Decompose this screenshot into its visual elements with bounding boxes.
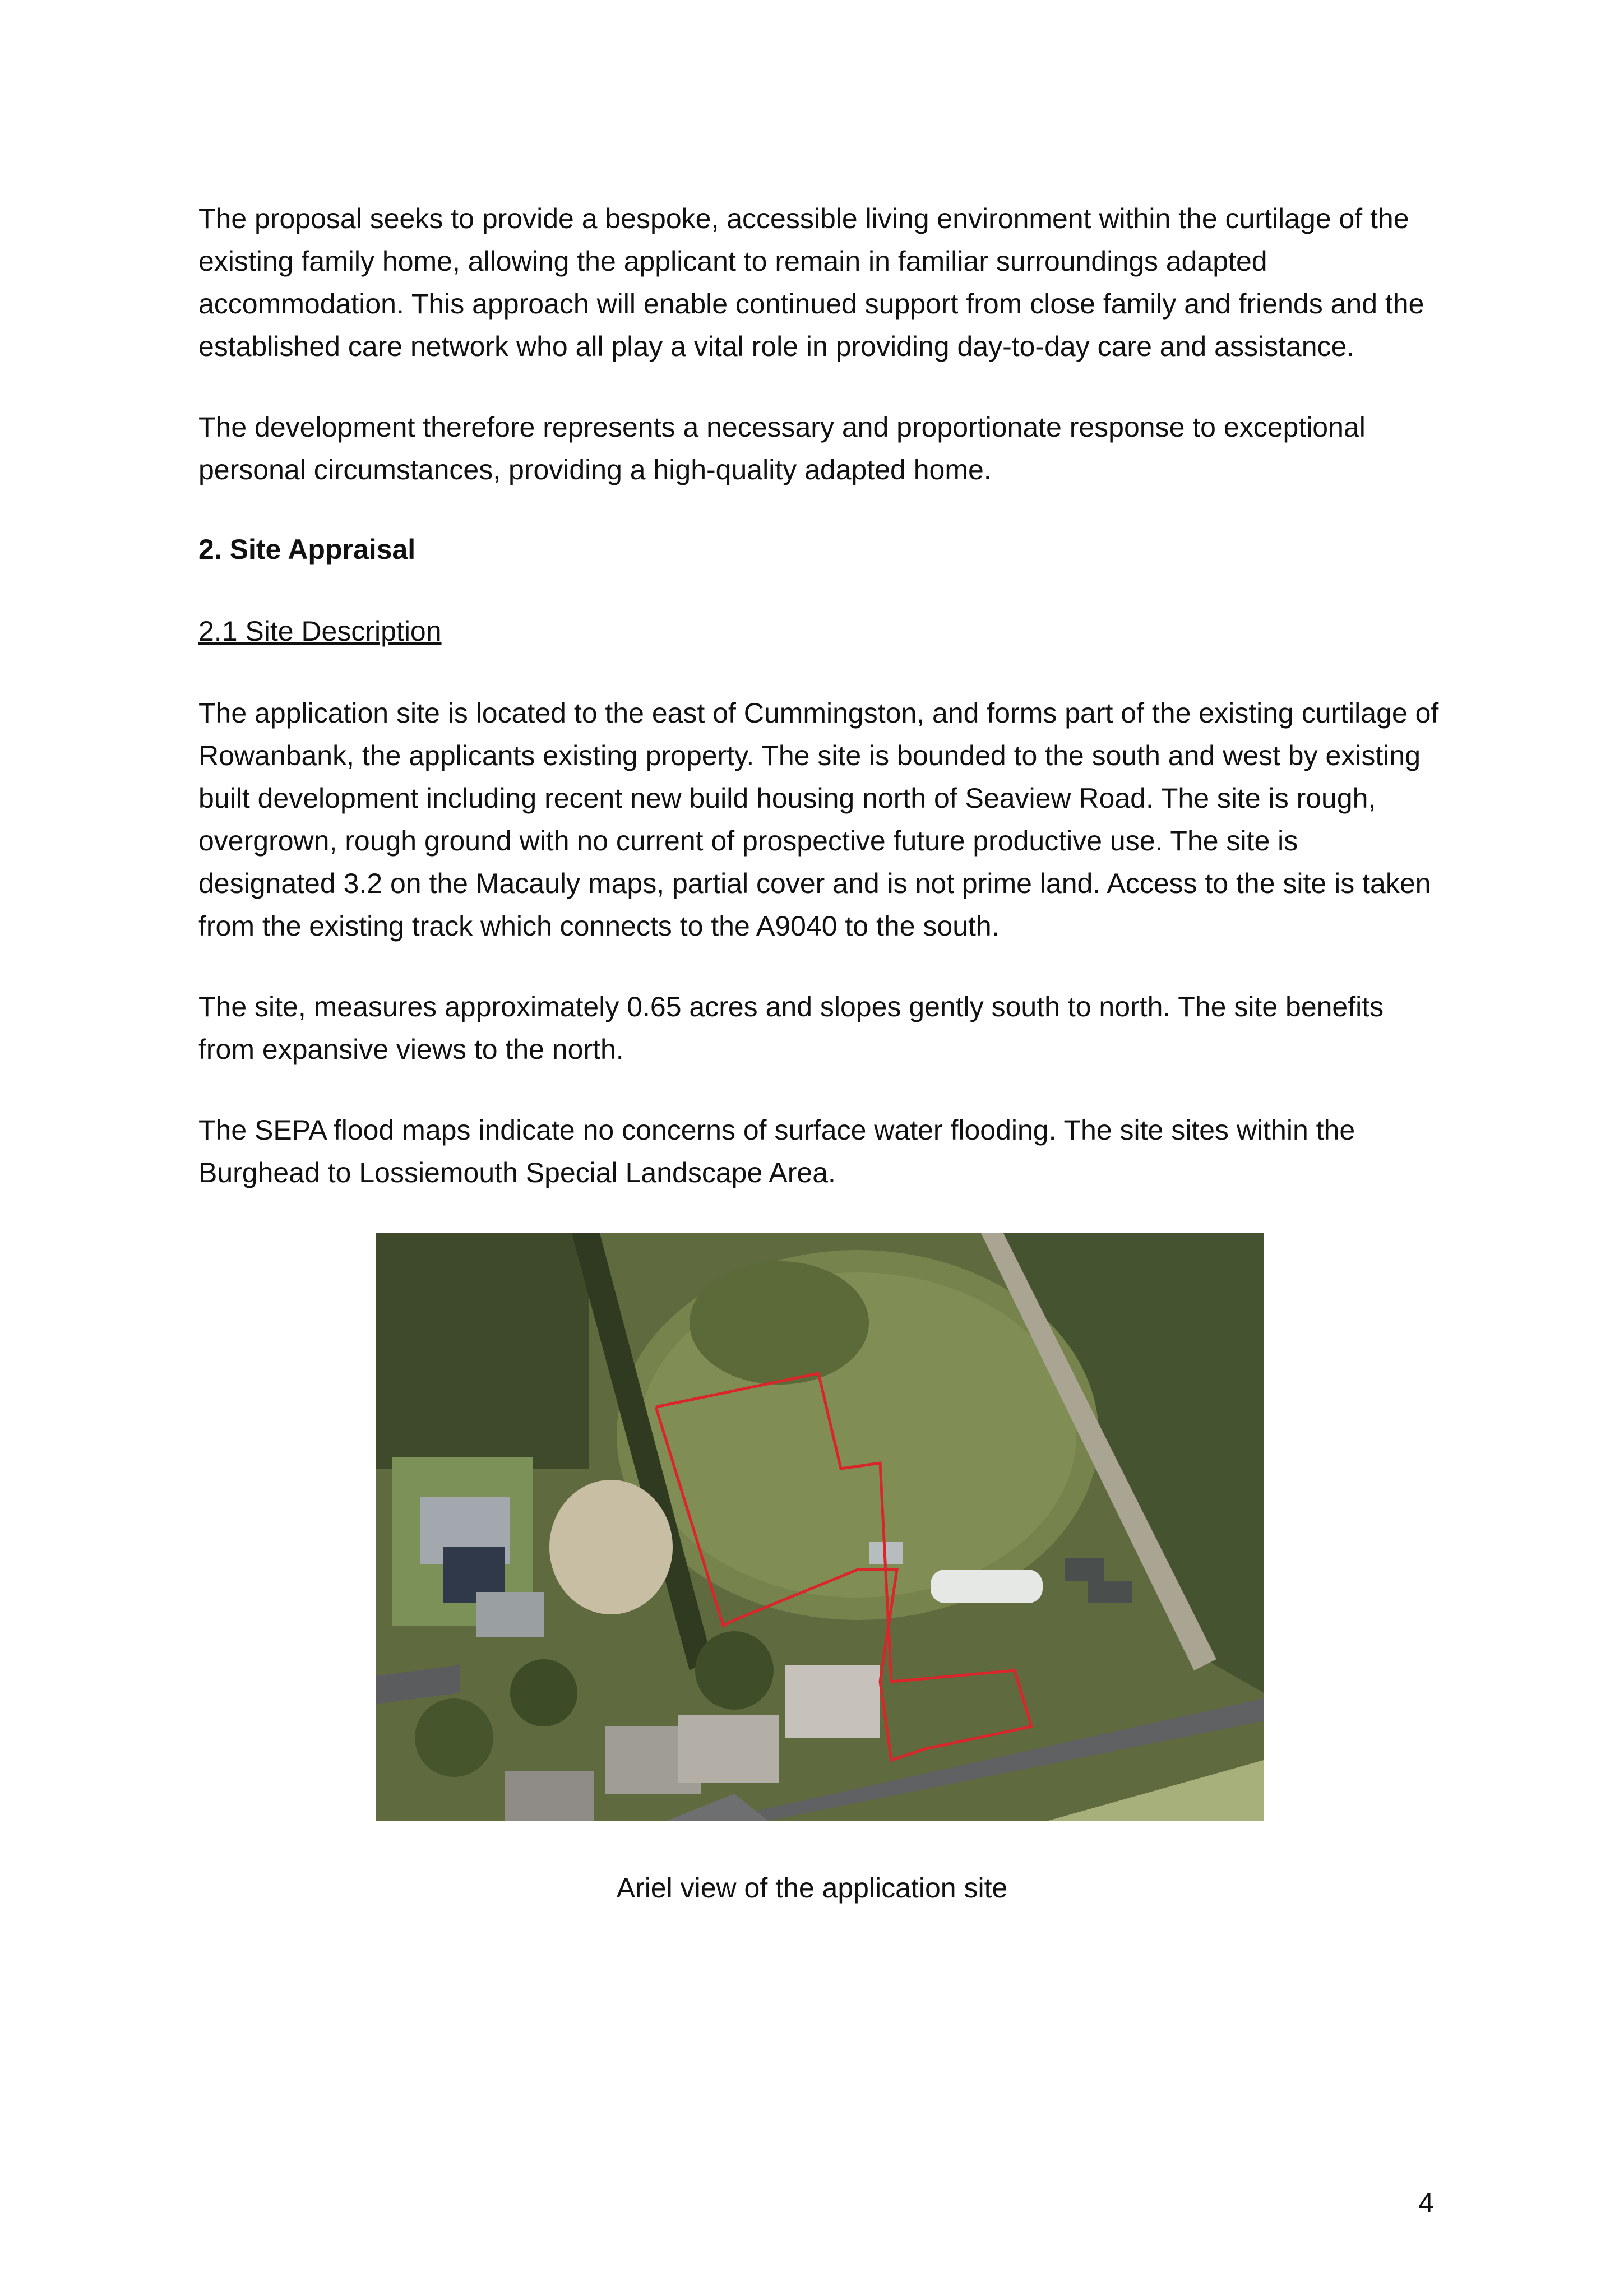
text-line: Burghead to Lossiemouth Special Landscape Area. bbox=[198, 1157, 836, 1188]
text-line: designated 3.2 on the Macauly maps, partial cover and is not prime land. Access to the site is taken bbox=[198, 868, 1431, 899]
text-line: The development therefore represents a necessary and proportionate response to exceptional bbox=[198, 411, 1366, 443]
page-number: 4 bbox=[1418, 2187, 1434, 2219]
paragraph-site-location bbox=[198, 692, 1443, 947]
paragraph-site-size bbox=[198, 985, 1443, 1071]
text-line: from expansive views to the north. bbox=[198, 1034, 624, 1065]
text-line: built development including recent new build housing north of Seaview Road. The site is rough, bbox=[198, 783, 1376, 814]
subsection-heading: 2.1 Site Description bbox=[198, 615, 442, 647]
text-line: The application site is located to the east of Cummingston, and forms part of the existing curtilage of bbox=[198, 697, 1439, 729]
text-line: The site, measures approximately 0.65 acres and slopes gently south to north. The site benefits bbox=[198, 991, 1384, 1022]
section-heading: 2. Site Appraisal bbox=[198, 534, 416, 565]
paragraph-flood bbox=[198, 1109, 1443, 1194]
text-line: overgrown, rough ground with no current of prospective future productive use. The site is bbox=[198, 825, 1298, 857]
paragraph-development bbox=[198, 406, 1443, 491]
text-line: The proposal seeks to provide a bespoke, accessible living environment within the curtilage of the bbox=[198, 203, 1409, 234]
figure-caption: Ariel view of the application site bbox=[616, 1872, 1008, 1904]
paragraph-proposal bbox=[198, 197, 1443, 368]
text-line: accommodation. This approach will enable continued support from close family and friends and the bbox=[198, 288, 1424, 320]
text-line: Rowanbank, the applicants existing property. The site is bounded to the south and west by existing bbox=[198, 740, 1421, 771]
text-line: established care network who all play a vital role in providing day-to-day care and assistance. bbox=[198, 331, 1355, 362]
text-line: from the existing track which connects to the A9040 to the south. bbox=[198, 910, 1000, 942]
text-line: existing family home, allowing the applicant to remain in familiar surroundings adapted bbox=[198, 246, 1267, 277]
text-line: personal circumstances, providing a high-quality adapted home. bbox=[198, 454, 992, 485]
text-line: The SEPA flood maps indicate no concerns of surface water flooding. The site sites within the bbox=[198, 1114, 1355, 1146]
aerial-photo bbox=[376, 1233, 1264, 1821]
